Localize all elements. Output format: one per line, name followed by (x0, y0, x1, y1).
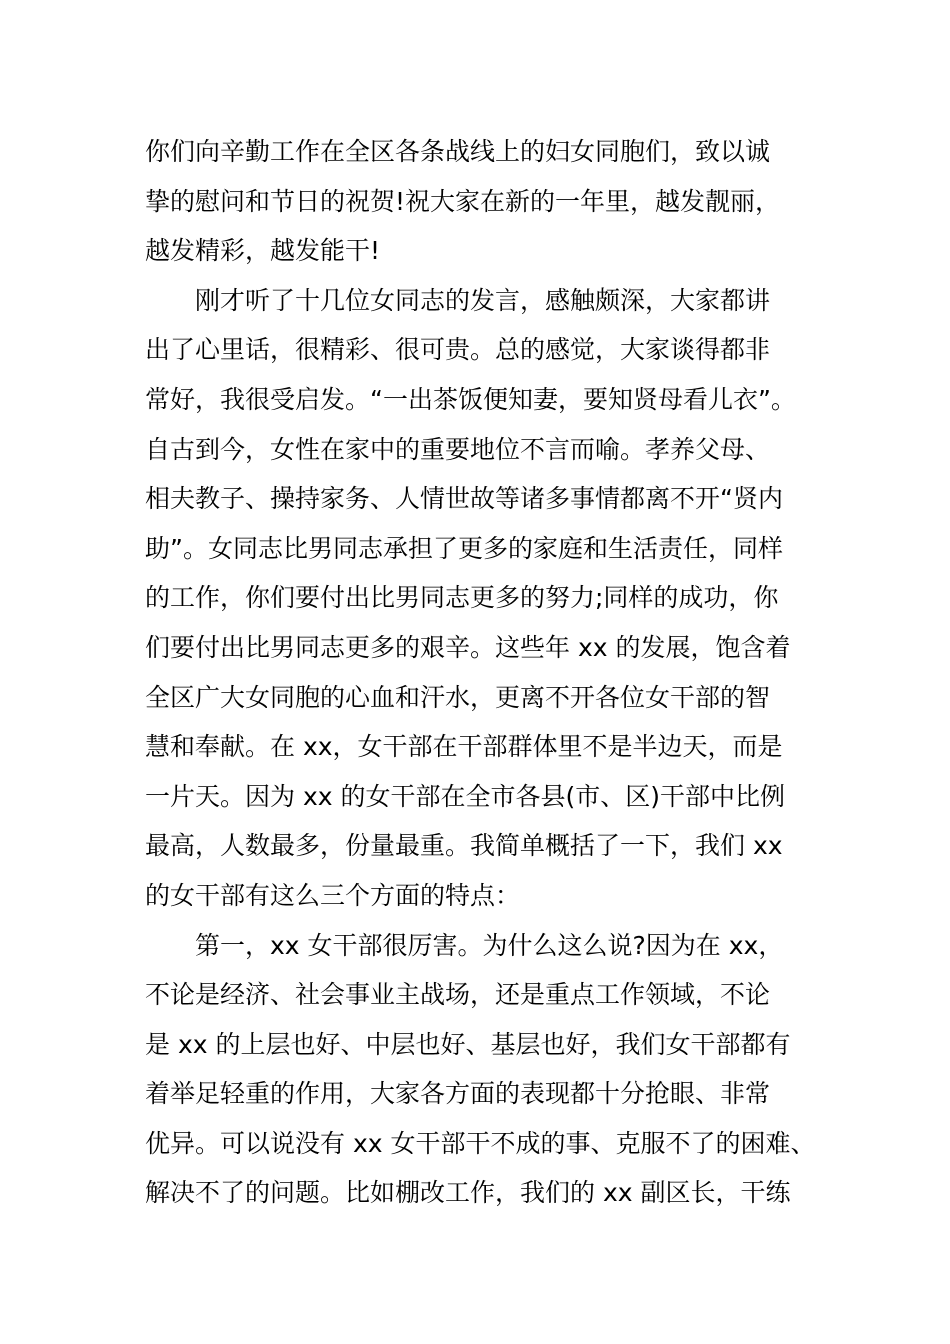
text-line: 出了心里话，很精彩、很可贵。总的感觉，大家谈得都非 (145, 335, 771, 365)
text-line: 刚才听了十几位女同志的发言，感触颇深，大家都讲 (195, 285, 771, 315)
text-line: 的工作，你们要付出比男同志更多的努力;同样的成功，你 (145, 583, 779, 613)
text-line: 优异。可以说没有 xx 女干部干不成的事、克服不了的困难、 (145, 1128, 816, 1158)
text-line: 着举足轻重的作用，大家各方面的表现都十分抢眼、非常 (145, 1079, 771, 1109)
text-line: 是 xx 的上层也好、中层也好、基层也好，我们女干部都有 (145, 1029, 791, 1059)
text-line: 最高，人数最多，份量最重。我简单概括了一下，我们 xx (145, 831, 783, 861)
paragraph-3 (145, 921, 825, 1219)
text-line: 的女干部有这么三个方面的特点： (145, 880, 521, 910)
text-line: 第一，xx 女干部很厉害。为什么这么说?因为在 xx， (195, 930, 784, 960)
text-line: 们要付出比男同志更多的艰辛。这些年 xx 的发展，饱含着 (145, 632, 791, 662)
text-line: 慧和奉献。在 xx，女干部在干部群体里不是半边天，而是 (145, 732, 783, 762)
text-line: 不论是经济、社会事业主战场，还是重点工作领域，不论 (145, 980, 771, 1010)
text-line: 你们向辛勤工作在全区各条战线上的妇女同胞们，致以诚 (145, 137, 771, 166)
paragraph-2 (145, 276, 825, 921)
text-line: 助”。女同志比男同志承担了更多的家庭和生活责任，同样 (145, 533, 783, 563)
body-text (145, 127, 825, 1218)
text-line: 全区广大女同胞的心血和汗水，更离不开各位女干部的智 (145, 682, 771, 712)
text-line: 越发精彩，越发能干! (145, 236, 381, 266)
text-line: 挚的慰问和节日的祝贺!祝大家在新的一年里，越发靓丽， (145, 186, 781, 216)
text-line: 常好，我很受启发。“一出茶饭便知妻，要知贤母看儿衣”。 (145, 384, 796, 414)
text-line: 相夫教子、操持家务、人情世故等诸多事情都离不开“贤内 (145, 484, 783, 514)
text-line: 自古到今，女性在家中的重要地位不言而喻。孝养父母、 (145, 434, 771, 464)
text-line: 一片天。因为 xx 的女干部在全市各县(市、区)干部中比例 (145, 781, 785, 811)
paragraph-1 (145, 127, 825, 276)
text-line: 解决不了的问题。比如棚改工作，我们的 xx 副区长，干练 (145, 1178, 791, 1208)
